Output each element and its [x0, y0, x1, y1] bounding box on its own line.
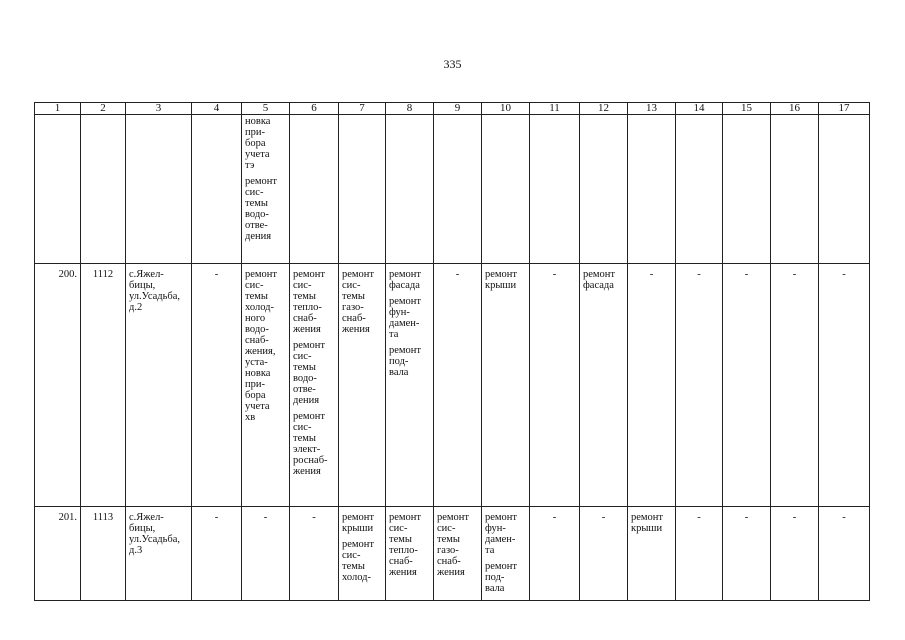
table-row	[35, 507, 870, 601]
cell-col-11	[530, 264, 580, 507]
column-header-1: 1	[35, 103, 81, 115]
cell-col-8	[386, 264, 434, 507]
column-header-6: 6	[290, 103, 339, 115]
cell-text: ремонт крыши	[485, 269, 518, 291]
cell-col-3	[126, 115, 192, 264]
cell-text: ремонт фун- дамен- та	[389, 296, 422, 340]
cell-col-17	[819, 507, 870, 601]
cell-col-1	[35, 264, 81, 507]
cell-col-12	[580, 507, 628, 601]
column-header-16: 16	[771, 103, 819, 115]
cell-text: -	[792, 269, 797, 280]
cell-col-13	[628, 115, 676, 264]
cell-text: 201.	[58, 512, 77, 523]
cell-col-11	[530, 115, 580, 264]
cell-col-2	[81, 264, 126, 507]
cell-col-15	[723, 115, 771, 264]
repair-schedule-table	[34, 102, 870, 601]
cell-col-1	[35, 115, 81, 264]
cell-text: ремонт сис- темы газо- снаб- жения	[437, 512, 470, 578]
cell-text: ремонт сис- темы водо- отве- дения	[245, 176, 278, 242]
cell-col-17	[819, 115, 870, 264]
cell-text: ремонт под- вала	[485, 561, 518, 594]
column-header-11: 11	[530, 103, 580, 115]
cell-text: ремонт сис- темы тепло- снаб- жения	[293, 269, 326, 335]
cell-col-5	[242, 507, 290, 601]
column-header-10: 10	[482, 103, 530, 115]
cell-col-3	[126, 264, 192, 507]
cell-col-14	[676, 507, 723, 601]
cell-text: ремонт фасада	[583, 269, 616, 291]
cell-text: -	[552, 269, 557, 280]
cell-text: с.Яжел- бицы, ул.Усадьба, д.2	[129, 269, 181, 313]
table-row	[35, 115, 870, 264]
column-header-14: 14	[676, 103, 723, 115]
cell-col-6	[290, 507, 339, 601]
cell-text: -	[697, 269, 701, 280]
cell-col-7	[339, 507, 386, 601]
cell-col-2	[81, 115, 126, 264]
cell-text: с.Яжел- бицы, ул.Усадьба, д.3	[129, 512, 181, 556]
cell-col-4	[192, 264, 242, 507]
cell-text: ремонт сис- темы элект- роснаб- жения	[293, 411, 328, 477]
cell-text: -	[792, 512, 797, 523]
cell-text: ремонт сис- темы тепло- снаб- жения	[389, 512, 422, 578]
cell-col-16	[771, 264, 819, 507]
cell-col-9	[434, 115, 482, 264]
column-header-2: 2	[81, 103, 126, 115]
cell-col-16	[771, 507, 819, 601]
cell-col-7	[339, 264, 386, 507]
cell-col-15	[723, 264, 771, 507]
cell-col-7	[339, 115, 386, 264]
cell-text: ремонт фасада	[389, 269, 422, 291]
cell-text: новка при- бора учета тэ	[245, 116, 271, 171]
cell-col-12	[580, 115, 628, 264]
cell-col-14	[676, 264, 723, 507]
cell-text: -	[649, 269, 654, 280]
cell-col-4	[192, 115, 242, 264]
cell-text: ремонт крыши	[631, 512, 664, 534]
cell-text: -	[263, 512, 268, 523]
table-row	[35, 264, 870, 507]
cell-text: -	[601, 512, 606, 523]
cell-col-1	[35, 507, 81, 601]
cell-text: -	[744, 512, 749, 523]
cell-text: ремонт сис- темы холод-	[342, 539, 375, 583]
cell-col-12	[580, 264, 628, 507]
cell-col-11	[530, 507, 580, 601]
cell-col-13	[628, 507, 676, 601]
cell-text: 1112	[92, 269, 114, 280]
cell-text: ремонт сис- темы газо- снаб- жения	[342, 269, 375, 335]
cell-col-2	[81, 507, 126, 601]
cell-text: -	[455, 269, 460, 280]
cell-text: 200.	[58, 269, 77, 280]
column-header-13: 13	[628, 103, 676, 115]
column-header-4: 4	[192, 103, 242, 115]
cell-text: -	[697, 512, 701, 523]
column-header-12: 12	[580, 103, 628, 115]
cell-text: ремонт сис- темы холод- ного водо- снаб- жения, уста- новка при- бора учета хв	[245, 269, 278, 423]
cell-text: ремонт сис- темы водо- отве- дения	[293, 340, 326, 406]
cell-text: ремонт крыши	[342, 512, 375, 534]
cell-col-4	[192, 507, 242, 601]
page-number: 335	[443, 57, 462, 71]
cell-col-10	[482, 264, 530, 507]
column-header-5: 5	[242, 103, 290, 115]
column-header-15: 15	[723, 103, 771, 115]
cell-text: ремонт под- вала	[389, 345, 422, 378]
column-header-17: 17	[819, 103, 870, 115]
cell-col-3	[126, 507, 192, 601]
cell-text: -	[214, 512, 219, 523]
cell-col-9	[434, 264, 482, 507]
column-header-3: 3	[126, 103, 192, 115]
cell-col-10	[482, 115, 530, 264]
cell-text: -	[214, 269, 219, 280]
cell-col-13	[628, 264, 676, 507]
cell-text: -	[552, 512, 557, 523]
cell-text: -	[744, 269, 749, 280]
cell-text: -	[842, 269, 846, 280]
header-row	[35, 103, 870, 115]
cell-col-6	[290, 115, 339, 264]
cell-text: 1113	[92, 512, 114, 523]
cell-text: -	[312, 512, 316, 523]
cell-col-8	[386, 115, 434, 264]
cell-col-15	[723, 507, 771, 601]
cell-col-8	[386, 507, 434, 601]
cell-col-10	[482, 507, 530, 601]
cell-col-16	[771, 115, 819, 264]
cell-col-17	[819, 264, 870, 507]
cell-col-6	[290, 264, 339, 507]
column-header-8: 8	[386, 103, 434, 115]
cell-col-9	[434, 507, 482, 601]
cell-text: -	[842, 512, 846, 523]
column-header-9: 9	[434, 103, 482, 115]
cell-col-5	[242, 115, 290, 264]
column-header-7: 7	[339, 103, 386, 115]
cell-col-14	[676, 115, 723, 264]
cell-text: ремонт фун- дамен- та	[485, 512, 518, 556]
cell-col-5	[242, 264, 290, 507]
